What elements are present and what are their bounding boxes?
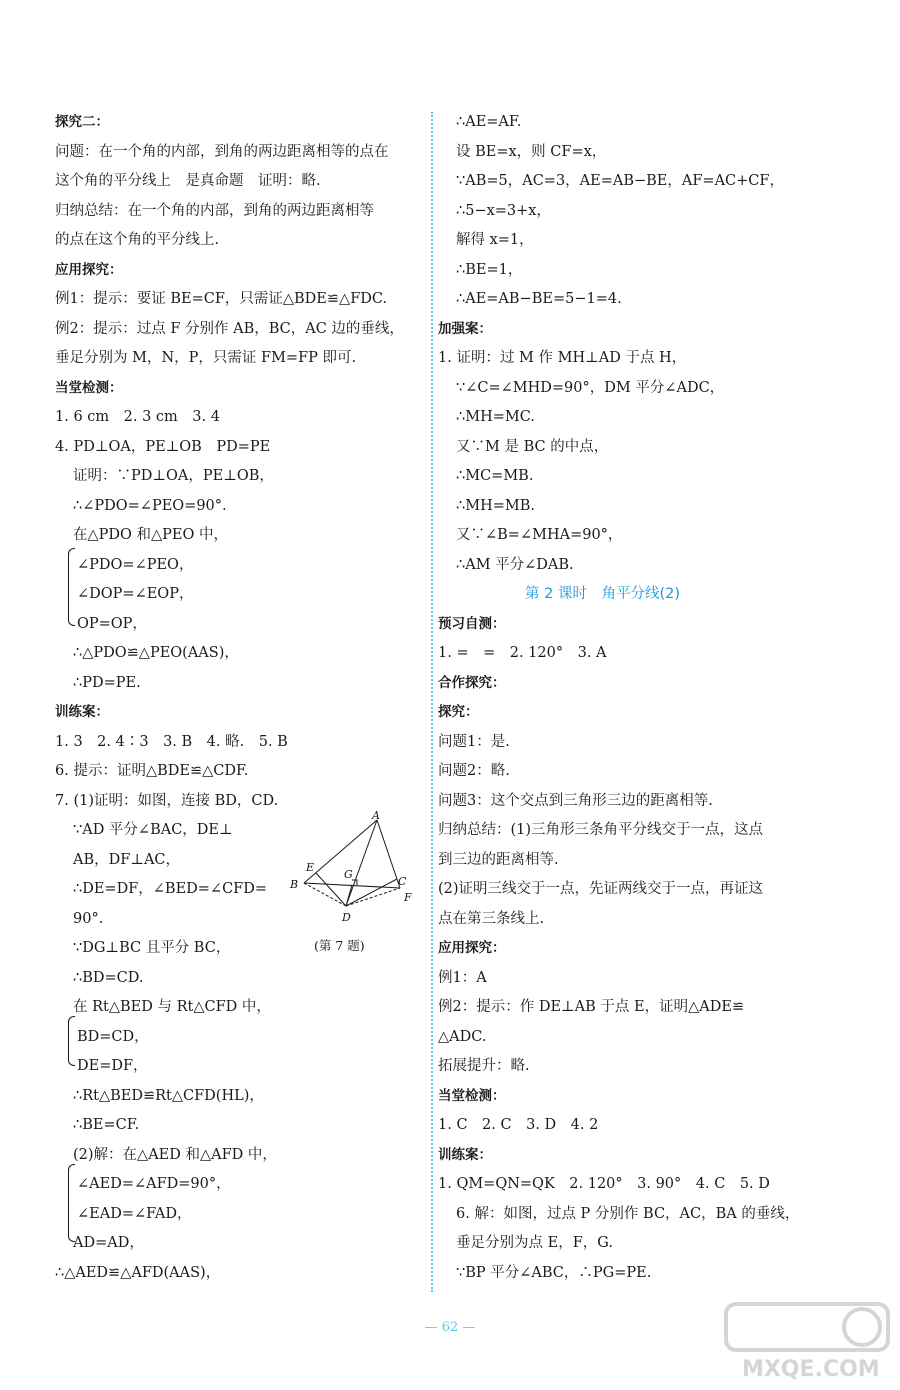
text-line: (2)证明三线交于一点，先证两线交于一点，再证这 xyxy=(438,881,764,897)
text-line: △ADC. xyxy=(438,1028,487,1045)
text-line: 又∵∠B=∠MHA=90°， xyxy=(456,527,623,543)
text-line: 90°. xyxy=(73,910,104,927)
text-line: 6. 解：如图，过点 P 分别作 BC，AC，BA 的垂线， xyxy=(456,1205,800,1222)
text-line: 问题3：这个交点到三角形三边的距离相等. xyxy=(438,792,713,809)
text-line: 1. QM=QN=QK 2. 120° 3. 90° 4. C 5. D xyxy=(438,1176,770,1192)
text-line: ∠EAD=∠FAD， xyxy=(77,1205,192,1222)
lesson-title: 第 2 课时 角平分线(2) xyxy=(525,586,680,602)
text-line: ∴AE=AB−BE=5−1=4. xyxy=(456,291,622,307)
text-line: 这个角的平分线上 是真命题 证明：略. xyxy=(55,173,321,189)
text-line: 在△PDO 和△PEO 中， xyxy=(73,527,229,543)
point-label: F xyxy=(404,891,412,904)
section-heading: 当堂检测： xyxy=(55,379,123,396)
section-heading: 训练案： xyxy=(55,704,109,720)
text-line: 1. 证明：过 M 作 MH⊥AD 于点 H， xyxy=(438,350,687,366)
section-heading: 应用探究： xyxy=(438,940,506,956)
text-line: DE=DF， xyxy=(77,1058,148,1074)
figure-caption: (第 7 题) xyxy=(314,938,365,953)
section-heading: 训练案： xyxy=(438,1146,492,1163)
text-line: 1. 6 cm 2. 3 cm 3. 4 xyxy=(55,409,220,425)
text-line: 点在第三条线上. xyxy=(438,910,545,927)
text-line: ∵BP 平分∠ABC，∴PG=PE. xyxy=(456,1264,652,1281)
point-label: C xyxy=(398,875,407,888)
text-line: ∵AB=5，AC=3，AE=AB−BE，AF=AC+CF， xyxy=(456,173,784,189)
text-line: ∴BD=CD. xyxy=(73,969,144,986)
column-divider xyxy=(431,112,433,1292)
point-label: D xyxy=(342,911,351,924)
text-line: ∴MC=MB. xyxy=(456,468,534,484)
section-heading: 加强案： xyxy=(438,320,492,337)
text-line: ∴MH=MC. xyxy=(456,409,535,425)
text-line: 例2：提示：过点 F 分别作 AB，BC，AC 边的垂线， xyxy=(55,320,404,337)
text-line: 归纳总结：(1)三角形三条角平分线交于一点，这点 xyxy=(438,822,764,838)
text-line: ∵DG⊥BC 且平分 BC， xyxy=(73,940,231,956)
section-heading: 探究： xyxy=(438,704,479,720)
text-line: 的点在这个角的平分线上. xyxy=(55,232,220,248)
point-label: E xyxy=(306,861,315,874)
text-line: (2)解：在△AED 和△AFD 中， xyxy=(73,1146,277,1163)
text-line: BD=CD， xyxy=(77,1028,149,1045)
text-line: ∠AED=∠AFD=90°， xyxy=(77,1176,231,1192)
text-line: AD=AD， xyxy=(73,1235,144,1251)
text-line: ∴△AED≌△AFD(AAS)， xyxy=(55,1264,221,1281)
text-line: 垂足分别为 M，N，P，只需证 FM=FP 即可. xyxy=(55,350,357,366)
text-line: 1. C 2. C 3. D 4. 2 xyxy=(438,1117,599,1133)
point-label: A xyxy=(372,809,380,822)
text-line: 7. (1)证明：如图，连接 BD，CD. xyxy=(55,792,279,809)
equation-brace xyxy=(68,548,75,626)
text-line: ∴BE=CF. xyxy=(73,1117,140,1133)
text-line: ∠PDO=∠PEO， xyxy=(77,556,194,573)
text-line: 解得 x=1， xyxy=(456,232,534,248)
text-line: 拓展提升：略. xyxy=(438,1058,530,1074)
text-line: OP=OP， xyxy=(77,615,147,632)
text-line: 在 Rt△BED 与 Rt△CFD 中， xyxy=(73,999,271,1015)
text-line: 例1：提示：要证 BE=CF，只需证△BDE≌△FDC. xyxy=(55,291,388,307)
equation-brace xyxy=(68,1016,75,1066)
text-line: ∴DE=DF，∠BED=∠CFD= xyxy=(73,881,268,897)
text-line: ∴MH=MB. xyxy=(456,497,535,514)
point-label: G xyxy=(344,868,353,881)
text-line: ∴AE=AF. xyxy=(456,114,522,130)
text-line: ∵AD 平分∠BAC，DE⊥ xyxy=(73,822,233,838)
watermark-logo xyxy=(722,1300,892,1382)
text-line: ∴PD=PE. xyxy=(73,674,141,691)
text-line: ∴AM 平分∠DAB. xyxy=(456,556,574,573)
svg-text:MXQE.COM: MXQE.COM xyxy=(742,1357,880,1382)
page-number: — 62 — xyxy=(424,1320,476,1335)
text-line: 1. = = 2. 120° 3. A xyxy=(438,645,607,661)
text-line: 问题1：是. xyxy=(438,733,510,750)
point-label: B xyxy=(290,878,299,891)
section-heading: 当堂检测： xyxy=(438,1087,506,1104)
text-line: 证明：∵PD⊥OA，PE⊥OB， xyxy=(73,468,274,484)
text-line: AB，DF⊥AC， xyxy=(73,851,181,868)
text-line: ∴BE=1， xyxy=(456,261,523,278)
section-heading: 合作探究： xyxy=(438,674,506,691)
text-line: ∵∠C=∠MHD=90°，DM 平分∠ADC， xyxy=(456,379,725,396)
text-line: 又∵M 是 BC 的中点， xyxy=(456,438,609,455)
text-line: ∴Rt△BED≌Rt△CFD(HL)， xyxy=(73,1087,264,1104)
text-line: 6. 提示：证明△BDE≌△CDF. xyxy=(55,763,249,779)
section-heading: 预习自测： xyxy=(438,615,506,632)
text-line: 归纳总结：在一个角的内部，到角的两边距离相等 xyxy=(55,202,374,219)
text-line: 4. PD⊥OA，PE⊥OB PD=PE xyxy=(55,438,271,455)
text-line: 例2：提示：作 DE⊥AB 于点 E，证明△ADE≌ xyxy=(438,999,745,1015)
equation-brace xyxy=(68,1164,75,1242)
text-line: ∴5−x=3+x， xyxy=(456,202,551,219)
text-line: 到三边的距离相等. xyxy=(438,851,559,868)
text-line: ∴∠PDO=∠PEO=90°. xyxy=(73,497,227,514)
text-line: 设 BE=x，则 CF=x， xyxy=(456,143,607,160)
text-line: ∴△PDO≌△PEO(AAS)， xyxy=(73,645,239,661)
text-line: ∠DOP=∠EOP， xyxy=(77,586,194,602)
section-heading: 应用探究： xyxy=(55,261,123,278)
text-line: 垂足分别为点 E，F，G. xyxy=(456,1235,613,1251)
geometry-figure xyxy=(282,808,422,933)
text-line: 例1：A xyxy=(438,969,487,986)
section-heading: 探究二： xyxy=(55,114,109,130)
text-line: 问题2：略. xyxy=(438,763,510,779)
text-line: 问题：在一个角的内部，到角的两边距离相等的点在 xyxy=(55,143,389,160)
text-line: 1. 3 2. 4∶3 3. B 4. 略. 5. B xyxy=(55,733,288,750)
